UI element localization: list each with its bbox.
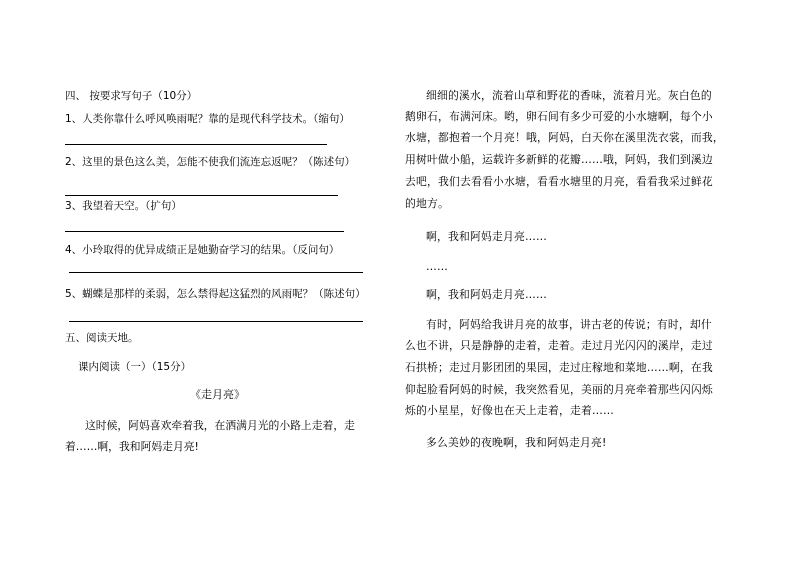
passage-line-1: 这时候，阿妈喜欢牵着我，在洒满月光的小路上走着，走 xyxy=(85,419,355,432)
question-3: 3、我望着天空。（扩句） xyxy=(65,200,182,212)
refrain-1: 啊，我和阿妈走月亮…… xyxy=(426,230,547,243)
question-2: 2、这里的景色这么美，怎能不使我们流连忘返呢？（陈述句） xyxy=(65,156,356,168)
answer-line-4[interactable] xyxy=(69,272,363,273)
section-5-heading: 五、阅读天地。 xyxy=(65,332,139,344)
paragraph-1-line-4: 用树叶做小船，运载许多新鲜的花瓣……哦，阿妈，我们到溪边 xyxy=(405,153,713,166)
paragraph-1-line-3: 水塘，都抱着一个月亮！哦，阿妈，白天你在溪里洗衣裳，而我， xyxy=(405,131,724,144)
answer-line-2[interactable] xyxy=(65,195,338,196)
paragraph-2-line-2: 么也不讲，只是静静的走着，走着。走过月光闪闪的溪岸，走过 xyxy=(405,339,713,352)
ellipsis-line: …… xyxy=(426,260,448,273)
question-5: 5、蝴蝶是那样的柔弱，怎么禁得起这猛烈的风雨呢？（陈述句） xyxy=(65,288,366,300)
reading-label: 课内阅读（一）（15分） xyxy=(78,361,192,373)
section-4-heading: 四、 按要求写句子（10分） xyxy=(65,90,198,102)
paragraph-1-line-5: 去吧，我们去看看小水塘，看看水塘里的月亮，看看我采过鲜花 xyxy=(405,175,713,188)
paragraph-2-line-1: 有时，阿妈给我讲月亮的故事，讲古老的传说；有时，却什 xyxy=(426,318,712,331)
passage-line-2: 着……啊，我和阿妈走月亮! xyxy=(65,440,199,453)
answer-line-3[interactable] xyxy=(65,231,344,232)
question-1: 1、人类你靠什么呼风唤雨呢？靠的是现代科学技术。（缩句） xyxy=(65,113,350,125)
refrain-2: 啊，我和阿妈走月亮…… xyxy=(426,288,547,301)
poem-title: 《走月亮》 xyxy=(190,388,245,401)
answer-line-1[interactable] xyxy=(65,144,327,145)
paragraph-1-line-1: 细细的溪水，流着山草和野花的香味，流着月光。灰白色的 xyxy=(426,89,712,102)
answer-line-5[interactable] xyxy=(69,321,363,322)
closing-line: 多么美妙的夜晚啊，我和阿妈走月亮! xyxy=(426,436,607,449)
paragraph-1-line-2: 鹅卵石，布满河床。哟，卵石间有多少可爱的小水塘啊，每个小 xyxy=(405,110,713,123)
paragraph-1-line-6: 的地方。 xyxy=(405,197,449,210)
paragraph-2-line-4: 仰起脸看阿妈的时候，我突然看见，美丽的月亮牵着那些闪闪烁 xyxy=(405,383,713,396)
question-4: 4、小玲取得的优异成绩正是她勤奋学习的结果。（反问句） xyxy=(65,244,340,256)
paragraph-2-line-3: 石拱桥；走过月影团团的果园，走过庄稼地和菜地……啊，在我 xyxy=(405,361,713,374)
paragraph-2-line-5: 烁的小星星，好像也在天上走着，走着…… xyxy=(405,404,614,417)
